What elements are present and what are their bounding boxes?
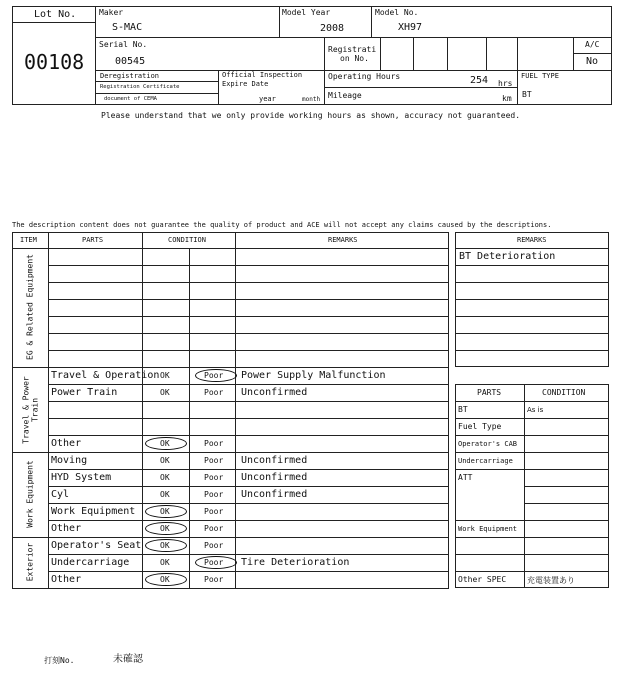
poor-option[interactable]: Poor xyxy=(204,558,224,567)
ok-option[interactable]: OK xyxy=(160,439,170,448)
table-row xyxy=(48,282,449,299)
row-divider xyxy=(455,401,609,402)
column-header: ITEM xyxy=(20,236,37,244)
column-header: PARTS xyxy=(82,236,104,244)
condition-value: 充電装置あり xyxy=(527,576,575,585)
row-divider xyxy=(48,486,449,487)
parts-name: ATT xyxy=(458,473,473,482)
part-name: Power Train xyxy=(51,387,118,398)
poor-circle-mark xyxy=(195,369,237,382)
row-divider xyxy=(48,401,449,402)
year-label: year xyxy=(259,95,276,103)
row-divider xyxy=(455,469,609,470)
row-divider xyxy=(48,418,449,419)
row-divider xyxy=(48,554,449,555)
part-name: Moving xyxy=(51,455,88,466)
row-divider xyxy=(48,435,449,436)
ok-circle-mark xyxy=(145,522,187,535)
part-name: Other xyxy=(51,523,82,534)
part-name: Cyl xyxy=(51,489,70,500)
table-row xyxy=(48,350,449,367)
parts-name: Work Equipment xyxy=(458,525,518,533)
row-divider xyxy=(455,520,609,521)
official-inspection-label-1: Official Inspection xyxy=(222,71,303,79)
ok-circle-mark xyxy=(145,437,187,450)
disclaimer-text: The description content does not guarantee the quality of product and ACE will not accept any claims caused by the descriptions. xyxy=(12,221,552,229)
operating-hours-label: Operating Hours xyxy=(328,72,401,81)
part-name: Work Equipment xyxy=(51,506,136,517)
table-row xyxy=(48,316,449,333)
stamp-number-value: 未確認 xyxy=(113,654,143,665)
ok-option[interactable]: OK xyxy=(160,473,170,482)
remarks-table xyxy=(455,232,609,369)
row-divider xyxy=(455,248,609,249)
row-divider xyxy=(455,571,609,572)
row-divider xyxy=(48,469,449,470)
row-divider xyxy=(48,282,449,283)
row-divider xyxy=(48,384,449,385)
poor-option[interactable]: Poor xyxy=(204,524,224,533)
parts-name: Undercarriage xyxy=(458,457,513,465)
parts-name: BT xyxy=(458,405,468,414)
remarks-header: REMARKS xyxy=(517,236,547,244)
ok-option[interactable]: OK xyxy=(160,507,170,516)
ok-circle-mark xyxy=(145,505,187,518)
cema-document-label: document of CEMA xyxy=(104,96,157,102)
remark-text: Tire Deterioration xyxy=(241,557,350,568)
table-row xyxy=(48,299,449,316)
row-divider xyxy=(455,316,609,317)
row-divider xyxy=(455,350,609,351)
km-unit: km xyxy=(502,94,512,103)
model-year-value: 2008 xyxy=(320,23,345,34)
poor-option[interactable]: Poor xyxy=(204,456,224,465)
parts-name: Operator's CAB xyxy=(458,440,518,448)
poor-option[interactable]: Poor xyxy=(204,575,224,584)
hrs-unit: hrs xyxy=(498,79,513,88)
ac-label: A/C xyxy=(585,40,600,49)
row-divider xyxy=(48,299,449,300)
ok-circle-mark xyxy=(145,573,187,586)
row-divider xyxy=(455,282,609,283)
model-year-label: Model Year xyxy=(282,8,331,17)
remark-text: Unconfirmed xyxy=(241,455,308,466)
row-divider xyxy=(48,503,449,504)
maker-label: Maker xyxy=(99,8,124,17)
row-divider xyxy=(48,571,449,572)
poor-circle-mark xyxy=(195,556,237,569)
poor-option[interactable]: Poor xyxy=(204,388,224,397)
section-label: Work Equipment xyxy=(25,459,34,528)
poor-option[interactable]: Poor xyxy=(204,507,224,516)
stamp-number-label: 打刻No. xyxy=(44,656,75,665)
ok-option[interactable]: OK xyxy=(160,388,170,397)
section-label: EG & Related Equipment xyxy=(25,253,34,360)
registration-certificate-label: Registration Certificate xyxy=(100,84,180,90)
row-divider xyxy=(524,486,609,487)
row-divider xyxy=(455,333,609,334)
row-divider xyxy=(455,554,609,555)
inspection-table xyxy=(12,232,449,589)
table-row xyxy=(48,520,449,537)
registration-no-label-2: on No. xyxy=(340,54,369,63)
fuel-type-value: BT xyxy=(522,90,532,99)
ok-option[interactable]: OK xyxy=(160,456,170,465)
table-row xyxy=(48,265,449,282)
official-inspection-label-2: Expire Date xyxy=(222,80,269,88)
remark-text: Power Supply Malfunction xyxy=(241,370,386,381)
part-name: Undercarriage xyxy=(51,557,130,568)
part-name: HYD System xyxy=(51,472,112,483)
table-row xyxy=(48,571,449,588)
ok-circle-mark xyxy=(145,539,187,552)
table-row xyxy=(48,401,449,418)
ok-option[interactable]: OK xyxy=(160,524,170,533)
lot-no-value: 00108 xyxy=(24,50,85,74)
parts-name: Other SPEC xyxy=(458,575,507,584)
table-row xyxy=(48,435,449,452)
row-divider xyxy=(455,265,609,266)
column-header: REMARKS xyxy=(328,236,358,244)
poor-option[interactable]: Poor xyxy=(204,371,224,380)
remark-text: Unconfirmed xyxy=(241,472,308,483)
remarks-row-text: BT Deterioration xyxy=(459,251,556,262)
deregistration-label: Deregistration xyxy=(100,72,160,80)
row-divider xyxy=(524,503,609,504)
row-divider xyxy=(48,350,449,351)
lot-no-label: Lot No. xyxy=(34,9,77,20)
part-name: Other xyxy=(51,574,82,585)
section-label: Travel & Power Train xyxy=(21,375,39,444)
row-divider xyxy=(455,418,609,419)
remark-text: Unconfirmed xyxy=(241,387,308,398)
column-header: CONDITION xyxy=(168,236,206,244)
part-name: Travel & Operation xyxy=(51,370,160,381)
parts-name: Fuel Type xyxy=(458,422,502,431)
row-divider xyxy=(48,520,449,521)
month-label: month xyxy=(302,96,321,103)
row-divider xyxy=(455,299,609,300)
part-name: Other xyxy=(51,438,82,449)
poor-option[interactable]: Poor xyxy=(204,541,224,550)
col-divider xyxy=(524,384,525,588)
registration-no-label-1: Registrati xyxy=(328,45,377,54)
row-divider xyxy=(48,316,449,317)
parts-header: PARTS xyxy=(477,388,502,397)
hours-notice: Please understand that we only provide working hours as shown, accuracy not guaranteed. xyxy=(101,111,521,120)
table-row xyxy=(48,248,449,265)
row-divider xyxy=(48,265,449,266)
mileage-label: Mileage xyxy=(328,91,362,100)
maker-value: S-MAC xyxy=(112,22,143,33)
poor-option[interactable]: Poor xyxy=(204,473,224,482)
ac-value: No xyxy=(586,56,599,67)
row-divider xyxy=(455,452,609,453)
serial-no-value: 00545 xyxy=(115,56,146,67)
row-divider xyxy=(455,537,609,538)
model-no-label: Model No. xyxy=(375,8,419,17)
row-divider xyxy=(48,333,449,334)
model-no-value: XH97 xyxy=(398,22,423,33)
condition-value: As is xyxy=(527,406,544,414)
fuel-type-label: FUEL TYPE xyxy=(521,72,559,80)
ok-option[interactable]: OK xyxy=(160,558,170,567)
table-row xyxy=(48,418,449,435)
ok-option[interactable]: OK xyxy=(160,575,170,584)
operating-hours-value: 254 xyxy=(470,75,489,86)
remark-text: Unconfirmed xyxy=(241,489,308,500)
poor-option[interactable]: Poor xyxy=(204,490,224,499)
serial-no-label: Serial No. xyxy=(99,40,148,49)
part-name: Operator's Seat xyxy=(51,540,142,551)
ok-option[interactable]: OK xyxy=(160,490,170,499)
table-row xyxy=(48,333,449,350)
condition-header: CONDITION xyxy=(542,388,586,397)
section-label: Exterior xyxy=(25,542,34,581)
row-divider xyxy=(455,435,609,436)
poor-option[interactable]: Poor xyxy=(204,439,224,448)
ok-option[interactable]: OK xyxy=(160,541,170,550)
parts-condition-table xyxy=(455,384,609,622)
ok-option[interactable]: OK xyxy=(160,371,170,380)
